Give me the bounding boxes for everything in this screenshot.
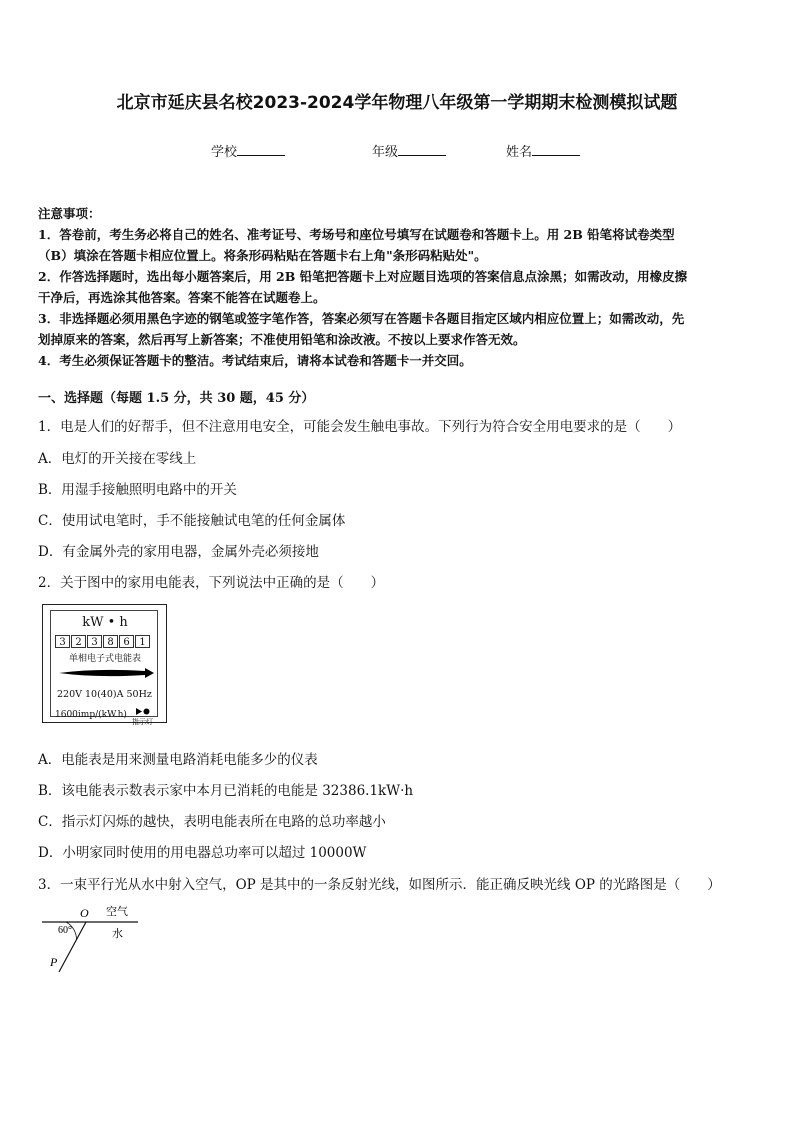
water-label: 水 [112, 927, 123, 940]
q1-option-a: A．电灯的开关接在零线上 [38, 451, 197, 467]
meter-spec-rating: 220V 10(40)A 50Hz [57, 689, 152, 700]
page-title: 北京市延庆县名校2023-2024学年物理八年级第一学期期末检测模拟试题 [116, 93, 678, 113]
point-p-label: P [50, 955, 58, 969]
q2-option-c: C．指示灯闪烁的越快，表明电能表所在电路的总功率越小 [38, 814, 386, 830]
note-4: 4．考生必须保证答题卡的整洁。考试结束后，请将本试卷和答题卡一并交回。 [38, 353, 472, 368]
q2-stem: 2．关于图中的家用电能表，下列说法中正确的是（ ） [38, 575, 385, 591]
indicator-light [132, 708, 153, 727]
energy-meter-figure [42, 604, 167, 726]
q1-option-c: C．使用试电笔时，手不能接触试电笔的任何金属体 [38, 513, 346, 529]
school-field [211, 141, 285, 160]
q1-stem: 1．电是人们的好帮手，但不注意用电安全，可能会发生触电事故。下列行为符合安全用电要求的是（ ） [38, 419, 682, 435]
q1-option-b: B．用湿手接触照明电路中的开关 [38, 482, 237, 498]
note-1b: （B）填涂在答题卡相应位置上。将条形码粘贴在答题卡右上角"条形码粘贴处"。 [38, 248, 487, 263]
meter-digit: 2 [71, 635, 86, 648]
meter-digits [55, 635, 151, 648]
notes-heading: 注意事项： [38, 206, 101, 221]
grade-field [372, 141, 446, 160]
angle-label: 60° [58, 925, 72, 936]
meter-spec-constant: 1600imp/(kW.h) [55, 710, 127, 720]
note-3a: 3．非选择题必须用黑色字迹的钢笔或签字笔作答，答案必须写在答题卡各题目指定区域内相应位置上；如需改动，先 [38, 311, 685, 326]
grade-label: 年级 [372, 145, 399, 160]
meter-unit: kW • h [82, 615, 128, 630]
meter-digit: 3 [87, 635, 102, 648]
meter-digit: 1 [135, 635, 150, 648]
meter-name: 单相电子式电能表 [68, 654, 141, 664]
note-1a: 1．答卷前，考生务必将自己的姓名、准考证号、考场号和座位号填写在试题卷和答题卡上。用 2B 铅笔将试卷类型 [38, 227, 675, 242]
school-blank [237, 143, 285, 156]
note-2a: 2．作答选择题时，选出每小题答案后，用 2B 铅笔把答题卡上对应题目选项的答案信息点涂黑；如需改动，用橡皮擦 [38, 269, 688, 284]
note-2b: 干净后，再选涂其他答案。答案不能答在试题卷上。 [38, 290, 326, 305]
q1-option-d: D．有金属外壳的家用电器，金属外壳必须接地 [38, 544, 319, 560]
name-field [506, 141, 580, 160]
arrow-icon [57, 667, 155, 679]
meter-panel [50, 610, 158, 726]
q2-option-a: A．电能表是用来测量电路消耗电能多少的仪表 [38, 752, 318, 768]
school-label: 学校 [211, 145, 238, 160]
section-heading: 一、选择题（每题 1.5 分，共 30 题，45 分） [38, 391, 315, 406]
q2-option-b: B．该电能表示数表示家中本月已消耗的电能是 32386.1kW·h [38, 783, 414, 799]
meter-digit: 8 [103, 635, 118, 648]
indicator-label: 指示灯 [132, 718, 153, 726]
meter-digit: 6 [119, 635, 134, 648]
name-blank [532, 143, 580, 156]
point-o-label: O [80, 906, 89, 920]
refraction-figure [38, 900, 148, 980]
notes-block [38, 203, 760, 371]
led-icon [136, 708, 150, 715]
q2-option-d: D．小明家同时使用的用电器总功率可以超过 10000W [38, 845, 367, 861]
grade-blank [398, 143, 446, 156]
air-label: 空气 [106, 905, 128, 918]
note-3b: 划掉原来的答案，然后再写上新答案；不准使用铅笔和涂改液。不按以上要求作答无效。 [38, 332, 526, 347]
q3-stem: 3．一束平行光从水中射入空气，OP 是其中的一条反射光线，如图所示．能正确反映光线 OP 的光路图是（ ） [38, 877, 721, 893]
meter-digit: 3 [55, 635, 70, 648]
name-label: 姓名 [506, 145, 533, 160]
